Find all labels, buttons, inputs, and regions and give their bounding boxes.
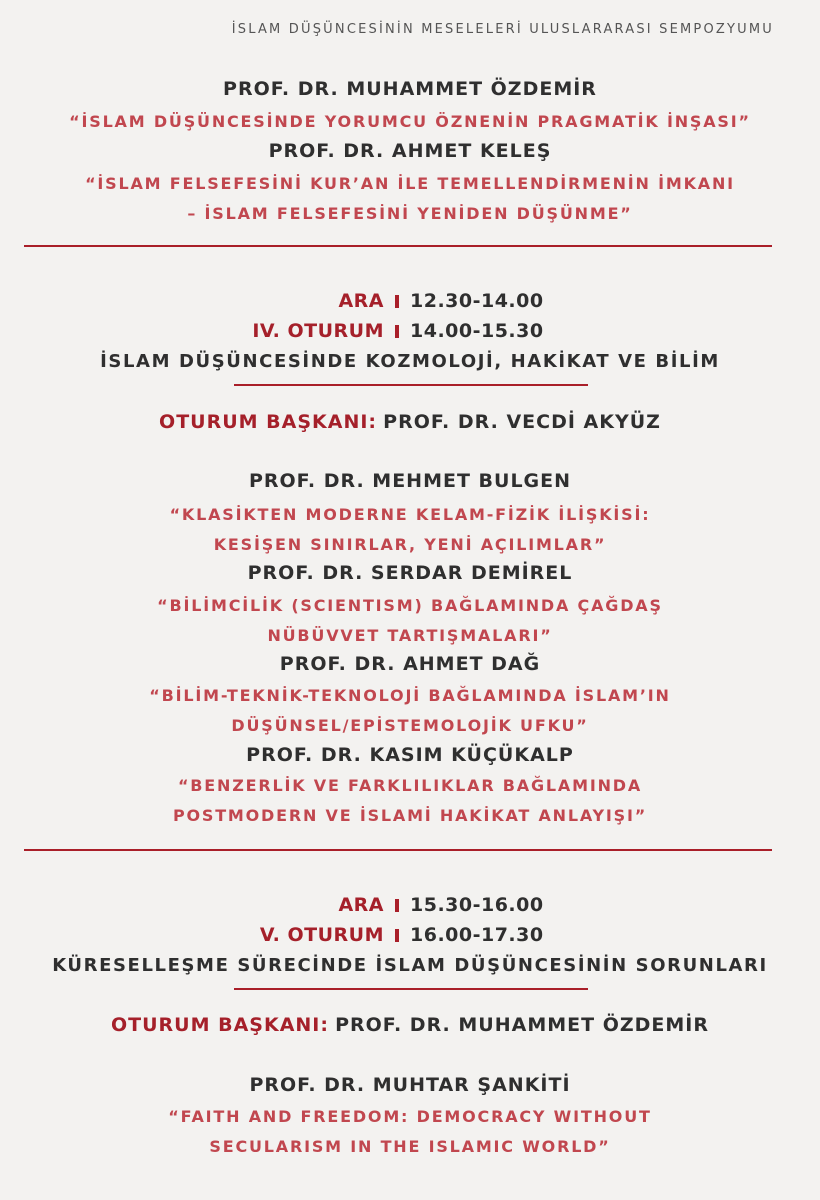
time-separator — [395, 899, 399, 912]
session-theme: İSLAM DÜŞÜNCESİNDE KOZMOLOJİ, HAKİKAT VE BİLİM — [100, 351, 720, 372]
theme-underline — [234, 384, 588, 386]
speaker-name: PROF. DR. SERDAR DEMİREL — [247, 562, 573, 584]
document-header: İSLAM DÜŞÜNCESİNİN MESELELERİ ULUSLARARASI SEMPOZYUMU — [231, 22, 774, 37]
break-label: ARA — [338, 894, 384, 916]
session-label: IV. OTURUM — [252, 320, 384, 342]
speaker-name: PROF. DR. MUHAMMET ÖZDEMİR — [223, 78, 597, 100]
speaker-name: PROF. DR. MEHMET BULGEN — [248, 470, 572, 492]
time-separator — [395, 929, 399, 942]
time-separator — [395, 325, 399, 338]
paper-title: “BİLİMCİLİK (SCIENTISM) BAĞLAMINDA ÇAĞDAŞ — [157, 596, 663, 615]
session-row — [0, 320, 820, 344]
speaker-name: PROF. DR. AHMET DAĞ — [279, 653, 541, 675]
paper-title: “BİLİM-TEKNİK-TEKNOLOJİ BAĞLAMINDA İSLAM’IN — [149, 686, 671, 705]
speaker-name: PROF. DR. MUHTAR ŞANKİTİ — [249, 1074, 571, 1096]
break-time: 15.30-16.00 — [410, 894, 544, 916]
theme-underline — [234, 988, 588, 990]
paper-title: “KLASİKTEN MODERNE KELAM-FİZİK İLİŞKİSİ: — [169, 505, 651, 524]
break-row — [0, 894, 820, 918]
speaker-name: PROF. DR. AHMET KELEŞ — [268, 140, 552, 162]
break-time: 12.30-14.00 — [410, 290, 544, 312]
section-divider — [24, 245, 772, 247]
chair-label: OTURUM BAŞKANI: — [110, 1014, 329, 1036]
paper-title: “İSLAM FELSEFESİNİ KUR’AN İLE TEMELLENDİRMENİN İMKANI — [85, 174, 735, 193]
break-row — [0, 290, 820, 314]
chair-name: PROF. DR. MUHAMMET ÖZDEMİR — [335, 1014, 709, 1036]
paper-title: SECULARISM IN THE ISLAMIC WORLD” — [209, 1137, 611, 1156]
session-time: 16.00-17.30 — [410, 924, 544, 946]
paper-title: “FAITH AND FREEDOM: DEMOCRACY WITHOUT — [168, 1107, 652, 1126]
speaker-name: PROF. DR. KASIM KÜÇÜKALP — [246, 744, 574, 766]
break-label: ARA — [338, 290, 384, 312]
chair-name: PROF. DR. VECDİ AKYÜZ — [383, 411, 661, 433]
session-chair — [0, 411, 820, 433]
paper-title: “İSLAM DÜŞÜNCESİNDE YORUMCU ÖZNENİN PRAGMATİK İNŞASI” — [69, 112, 751, 131]
time-separator — [395, 295, 399, 308]
paper-title: KESİŞEN SINIRLAR, YENİ AÇILIMLAR” — [213, 535, 607, 554]
paper-title: POSTMODERN VE İSLAMİ HAKİKAT ANLAYIŞI” — [172, 806, 648, 825]
session-chair — [0, 1014, 820, 1036]
paper-title: DÜŞÜNSEL/EPİSTEMOLOJİK UFKU” — [231, 716, 589, 735]
session-label: V. OTURUM — [259, 924, 384, 946]
paper-title: – İSLAM FELSEFESİNİ YENİDEN DÜŞÜNME” — [187, 204, 633, 223]
paper-title: “BENZERLİK VE FARKLILIKLAR BAĞLAMINDA — [177, 776, 643, 795]
chair-label: OTURUM BAŞKANI: — [159, 411, 378, 433]
session-row — [0, 924, 820, 948]
section-divider — [24, 849, 772, 851]
session-time: 14.00-15.30 — [410, 320, 544, 342]
session-theme: KÜRESELLEŞME SÜRECİNDE İSLAM DÜŞÜNCESİNİN SORUNLARI — [52, 955, 768, 976]
paper-title: NÜBÜVVET TARTIŞMALARI” — [267, 626, 553, 645]
